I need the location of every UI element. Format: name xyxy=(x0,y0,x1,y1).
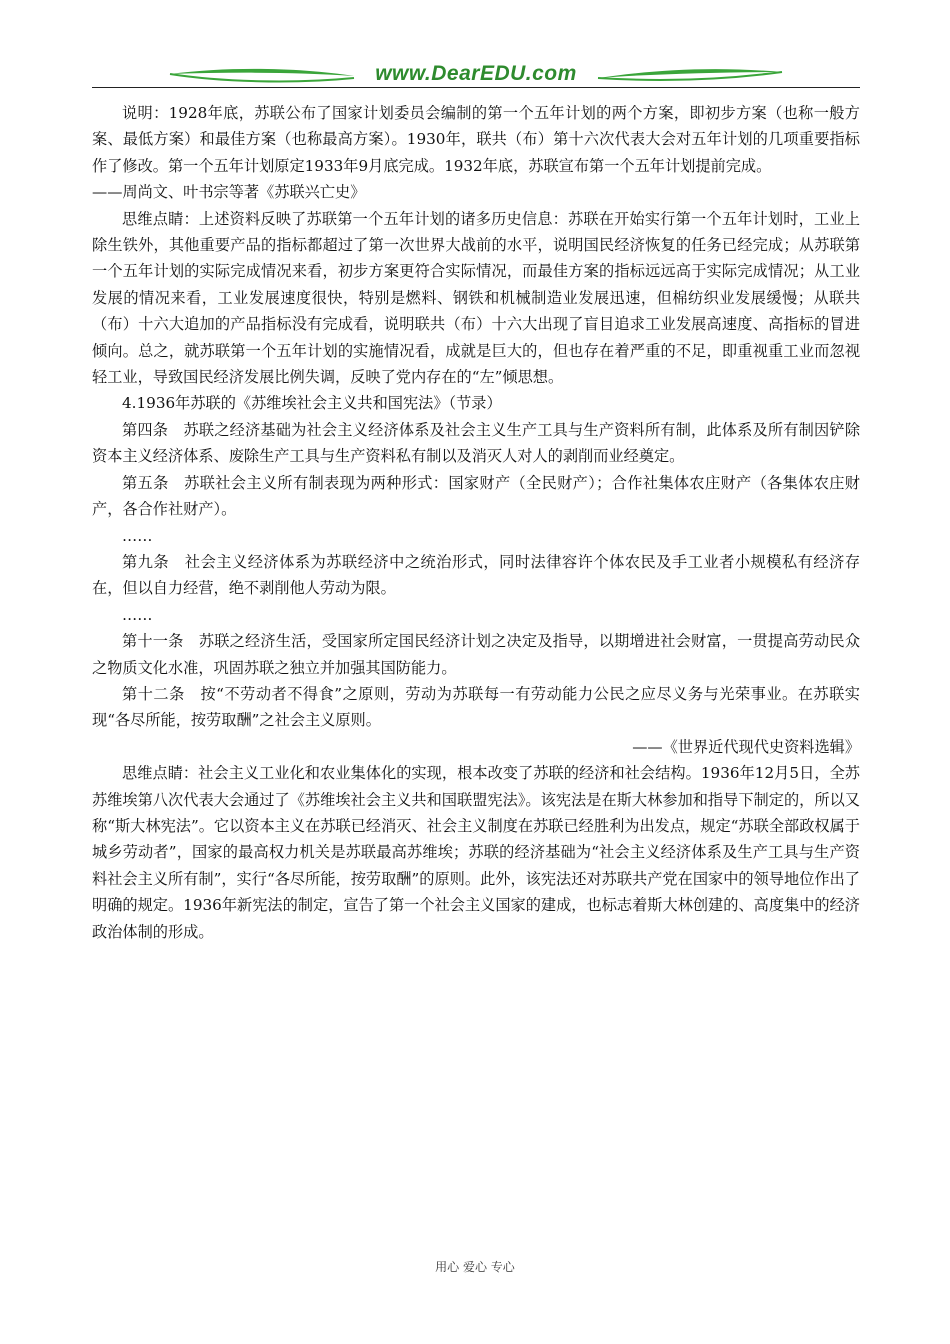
site-logo[interactable]: www.DearEDU.com xyxy=(375,62,577,85)
paragraph-explanation: 说明：1928年底，苏联公布了国家计划委员会编制的第一个五年计划的两个方案，即初步方案（也称一般方案、最低方案）和最佳方案（也称最高方案）。1930年，联共（布）第十六次代表大会对五年计划的几项重要指标作了修改。第一个五年计划原定1933年9月底完成。1932年底，苏联宣布第一个五年计划提前完成。 xyxy=(92,104,860,175)
article-5: 第五条 苏联社会主义所有制表现为两种形式：国家财产（全民财产）；合作社集体农庄财产（各集体农庄财产，各合作社财产）。 xyxy=(92,473,860,519)
article-12: 第十二条 按“不劳动者不得食”之原则，劳动为苏联每一有劳动能力公民之应尽义务与光荣事业。在苏联实现“各尽所能，按劳取酬”之社会主义原则。 xyxy=(92,684,860,730)
document-body xyxy=(92,100,860,945)
paragraph-analysis: 思维点睛：上述资料反映了苏联第一个五年计划的诸多历史信息：苏联在开始实行第一个五年计划时，工业上除生铁外，其他重要产品的指标都超过了第一次世界大战前的水平，说明国民经济恢复的任务已经完成；从苏联第一个五年计划的实际完成情况来看，初步方案更符合实际情况，而最佳方案的指标远远高于实际完成情况；从工业发展的情况来看，工业发展速度很快，特别是燃料、钢铁和机械制造业发展迅速，但棉纺织业发展缓慢；从联共（布）十六大追加的产品指标没有完成看，说明联共（布）十六大出现了盲目追求工业发展高速度、高指标的冒进倾向。总之，就苏联第一个五年计划的实施情况看，成就是巨大的，但也存在着严重的不足，即重视重工业而忽视轻工业，导致国民经济发展比例失调，反映了党内存在的“左”倾思想。 xyxy=(92,209,860,387)
ellipsis: …… xyxy=(122,526,153,545)
citation-source: ——《世界近代现代史资料选辑》 xyxy=(632,737,860,756)
header-divider xyxy=(92,87,860,88)
page-header xyxy=(92,60,860,92)
ellipsis: …… xyxy=(122,605,153,624)
paragraph-analysis: 思维点睛：社会主义工业化和农业集体化的实现，根本改变了苏联的经济和社会结构。1936年12月5日，全苏苏维埃第八次代表大会通过了《苏维埃社会主义共和国联盟宪法》。该宪法是在斯大林参加和指导下制定的，所以又称“斯大林宪法”。它以资本主义在苏联已经消灭、社会主义制度在苏联已经胜利为出发点，规定“苏联全部政权属于城乡劳动者”，国家的最高权力机关是苏联最高苏维埃；苏联的经济基础为“社会主义经济体系及生产工具与生产资料社会主义所有制”，实行“各尽所能，按劳取酬”的原则。此外，该宪法还对苏联共产党在国家中的领导地位作出了明确的规定。1936年新宪法的制定，宣告了第一个社会主义国家的建成，也标志着斯大林创建的、高度集中的经济政治体制的形成。 xyxy=(92,764,860,941)
section-heading: 4.1936年苏联的《苏维埃社会主义共和国宪法》（节录） xyxy=(122,394,502,413)
citation-source: ——周尚文、叶书宗等著《苏联兴亡史》 xyxy=(92,183,366,202)
article-9: 第九条 社会主义经济体系为苏联经济中之统治形式，同时法律容许个体农民及手工业者小规模私有经济存在，但以自力经营，绝不剥削他人劳动为限。 xyxy=(92,552,860,598)
article-11: 第十一条 苏联之经济生活，受国家所定国民经济计划之决定及指导，以期增进社会财富，一贯提高劳动民众之物质文化水准，巩固苏联之独立并加强其国防能力。 xyxy=(92,632,860,677)
article-4: 第四条 苏联之经济基础为社会主义经济体系及社会主义生产工具与生产资料所有制，此体系及所有制因铲除资本主义经济体系、废除生产工具与生产资料私有制以及消灭人对人的剥削而业经奠定。 xyxy=(92,420,860,466)
page-footer: 用心 爱心 专心 xyxy=(435,1260,515,1274)
